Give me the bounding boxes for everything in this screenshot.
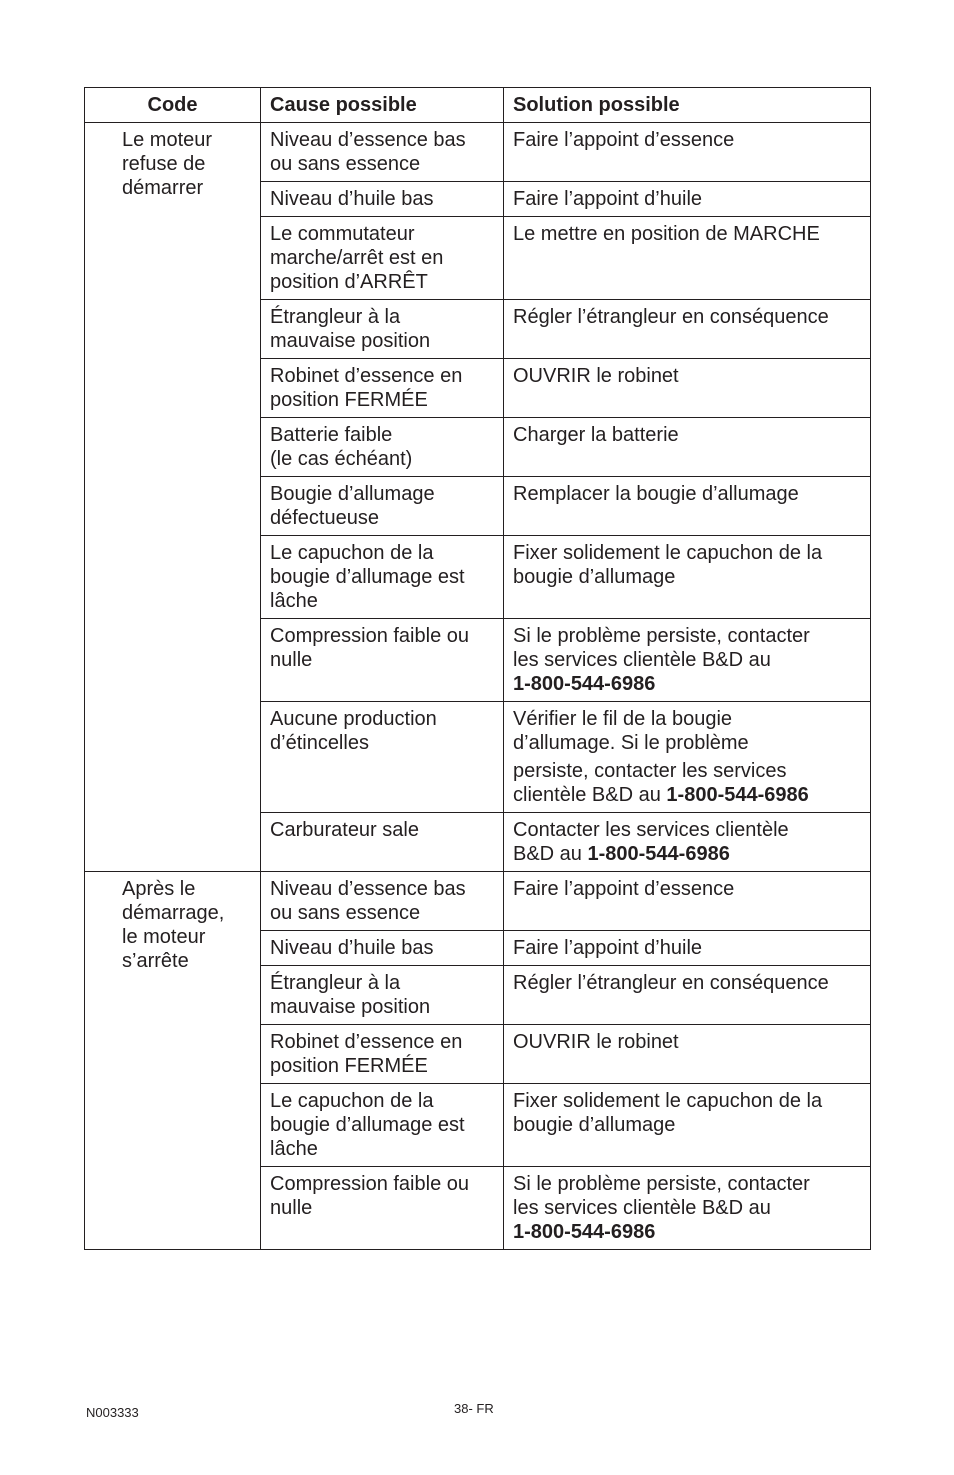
solution-cell — [504, 1084, 871, 1167]
cause-line: ou sans essence — [270, 902, 421, 924]
cause-line: Niveau d’huile bas — [270, 188, 434, 210]
cause-line: Batterie faible — [270, 424, 393, 446]
solution-cell — [504, 359, 871, 418]
cause-line: Le capuchon de la — [270, 542, 434, 564]
solution-line: B&D au — [513, 843, 588, 865]
solution-cell — [504, 217, 871, 300]
solution-cell — [504, 536, 871, 619]
document-number: N003333 — [86, 1405, 139, 1420]
solution-line: clientèle B&D au — [513, 784, 667, 806]
code-line: refuse de — [122, 153, 206, 175]
code-line: démarrer — [122, 177, 204, 199]
cause-line: d’étincelles — [270, 732, 369, 754]
solution-cell — [504, 966, 871, 1025]
header-code: Code — [85, 88, 261, 123]
cause-cell — [261, 966, 504, 1025]
cause-cell — [261, 931, 504, 966]
cause-cell — [261, 536, 504, 619]
cause-line: Carburateur sale — [270, 819, 419, 841]
solution-cell — [504, 813, 871, 872]
solution-line: persiste, contacter les services — [513, 760, 787, 782]
table-body — [85, 123, 871, 1250]
cause-cell — [261, 872, 504, 931]
solution-line: Si le problème persiste, contacter — [513, 1173, 810, 1195]
cause-line: (le cas échéant) — [270, 448, 413, 470]
cause-line: nulle — [270, 649, 313, 671]
code-line: s’arrête — [122, 950, 189, 972]
cause-line: ou sans essence — [270, 153, 421, 175]
cause-line: Bougie d’allumage — [270, 483, 435, 505]
code-line: Le moteur — [122, 129, 213, 151]
cause-cell — [261, 477, 504, 536]
cause-line: lâche — [270, 1138, 318, 1160]
solution-line: Régler l’étrangleur en conséquence — [513, 972, 829, 994]
cause-line: défectueuse — [270, 507, 379, 529]
cause-line: nulle — [270, 1197, 313, 1219]
solution-cell — [504, 418, 871, 477]
solution-line: OUVRIR le robinet — [513, 365, 679, 387]
solution-cell — [504, 123, 871, 182]
cause-cell — [261, 702, 504, 813]
solution-line: Charger la batterie — [513, 424, 679, 446]
cause-line: Robinet d’essence en — [270, 1031, 463, 1053]
cause-line: Compression faible ou — [270, 1173, 469, 1195]
phone-number: 1-800-544-6986 — [666, 784, 809, 806]
troubleshooting-table — [84, 87, 871, 1250]
cause-cell — [261, 418, 504, 477]
solution-line: Le mettre en position de MARCHE — [513, 223, 820, 245]
cause-cell — [261, 300, 504, 359]
solution-line: bougie d’allumage — [513, 1114, 676, 1136]
cause-line: Étrangleur à la — [270, 306, 401, 328]
solution-line: OUVRIR le robinet — [513, 1031, 679, 1053]
code-line: Après le — [122, 878, 196, 900]
solution-line: Contacter les services clientèle — [513, 819, 789, 841]
solution-line: les services clientèle B&D au — [513, 649, 771, 671]
cause-cell — [261, 813, 504, 872]
cause-line: position FERMÉE — [270, 389, 428, 411]
solution-line: Fixer solidement le capuchon de la — [513, 542, 823, 564]
solution-cell — [504, 872, 871, 931]
solution-cell — [504, 931, 871, 966]
solution-line: bougie d’allumage — [513, 566, 676, 588]
cause-line: Aucune production — [270, 708, 437, 730]
table-row — [85, 872, 871, 931]
solution-line: Régler l’étrangleur en conséquence — [513, 306, 829, 328]
solution-cell — [504, 702, 871, 813]
code-line: démarrage, — [122, 902, 225, 924]
cause-cell — [261, 619, 504, 702]
cause-cell — [261, 182, 504, 217]
solution-cell — [504, 477, 871, 536]
cause-line: Niveau d’essence bas — [270, 878, 466, 900]
cause-line: position FERMÉE — [270, 1055, 428, 1077]
cause-line: position d’ARRÊT — [270, 271, 428, 293]
cause-cell — [261, 123, 504, 182]
solution-cell — [504, 1025, 871, 1084]
table-row — [85, 123, 871, 182]
cause-line: mauvaise position — [270, 996, 431, 1018]
cause-cell — [261, 1025, 504, 1084]
solution-line: Faire l’appoint d’huile — [513, 188, 703, 210]
cause-cell — [261, 1167, 504, 1250]
header-cause: Cause possible — [261, 88, 504, 123]
solution-line: Si le problème persiste, contacter — [513, 625, 810, 647]
solution-line: Faire l’appoint d’essence — [513, 878, 735, 900]
solution-line: d’allumage. Si le problème — [513, 732, 749, 754]
code-cell — [85, 872, 261, 1250]
solution-line: les services clientèle B&D au — [513, 1197, 771, 1219]
cause-line: Le commutateur — [270, 223, 415, 245]
cause-line: Robinet d’essence en — [270, 365, 463, 387]
solution-cell — [504, 1167, 871, 1250]
solution-cell — [504, 619, 871, 702]
solution-line: Fixer solidement le capuchon de la — [513, 1090, 823, 1112]
phone-number: 1-800-544-6986 — [513, 1221, 656, 1243]
code-cell — [85, 123, 261, 872]
solution-line: Faire l’appoint d’huile — [513, 937, 703, 959]
phone-number: 1-800-544-6986 — [513, 673, 656, 695]
cause-cell — [261, 217, 504, 300]
solution-line: Remplacer la bougie d’allumage — [513, 483, 799, 505]
table-header-row — [85, 88, 871, 123]
cause-line: Étrangleur à la — [270, 972, 401, 994]
cause-line: Compression faible ou — [270, 625, 469, 647]
cause-line: Le capuchon de la — [270, 1090, 434, 1112]
code-line: le moteur — [122, 926, 206, 948]
cause-line: marche/arrêt est en — [270, 247, 444, 269]
cause-line: mauvaise position — [270, 330, 431, 352]
page-number: 38- FR — [454, 1401, 494, 1416]
header-solution: Solution possible — [504, 88, 871, 123]
solution-line: Faire l’appoint d’essence — [513, 129, 735, 151]
cause-cell — [261, 1084, 504, 1167]
solution-cell — [504, 182, 871, 217]
solution-line: Vérifier le fil de la bougie — [513, 708, 733, 730]
cause-cell — [261, 359, 504, 418]
cause-line: Niveau d’huile bas — [270, 937, 434, 959]
cause-line: lâche — [270, 590, 318, 612]
phone-number: 1-800-544-6986 — [587, 843, 730, 865]
cause-line: bougie d’allumage est — [270, 1114, 465, 1136]
cause-line: bougie d’allumage est — [270, 566, 465, 588]
cause-line: Niveau d’essence bas — [270, 129, 466, 151]
solution-cell — [504, 300, 871, 359]
